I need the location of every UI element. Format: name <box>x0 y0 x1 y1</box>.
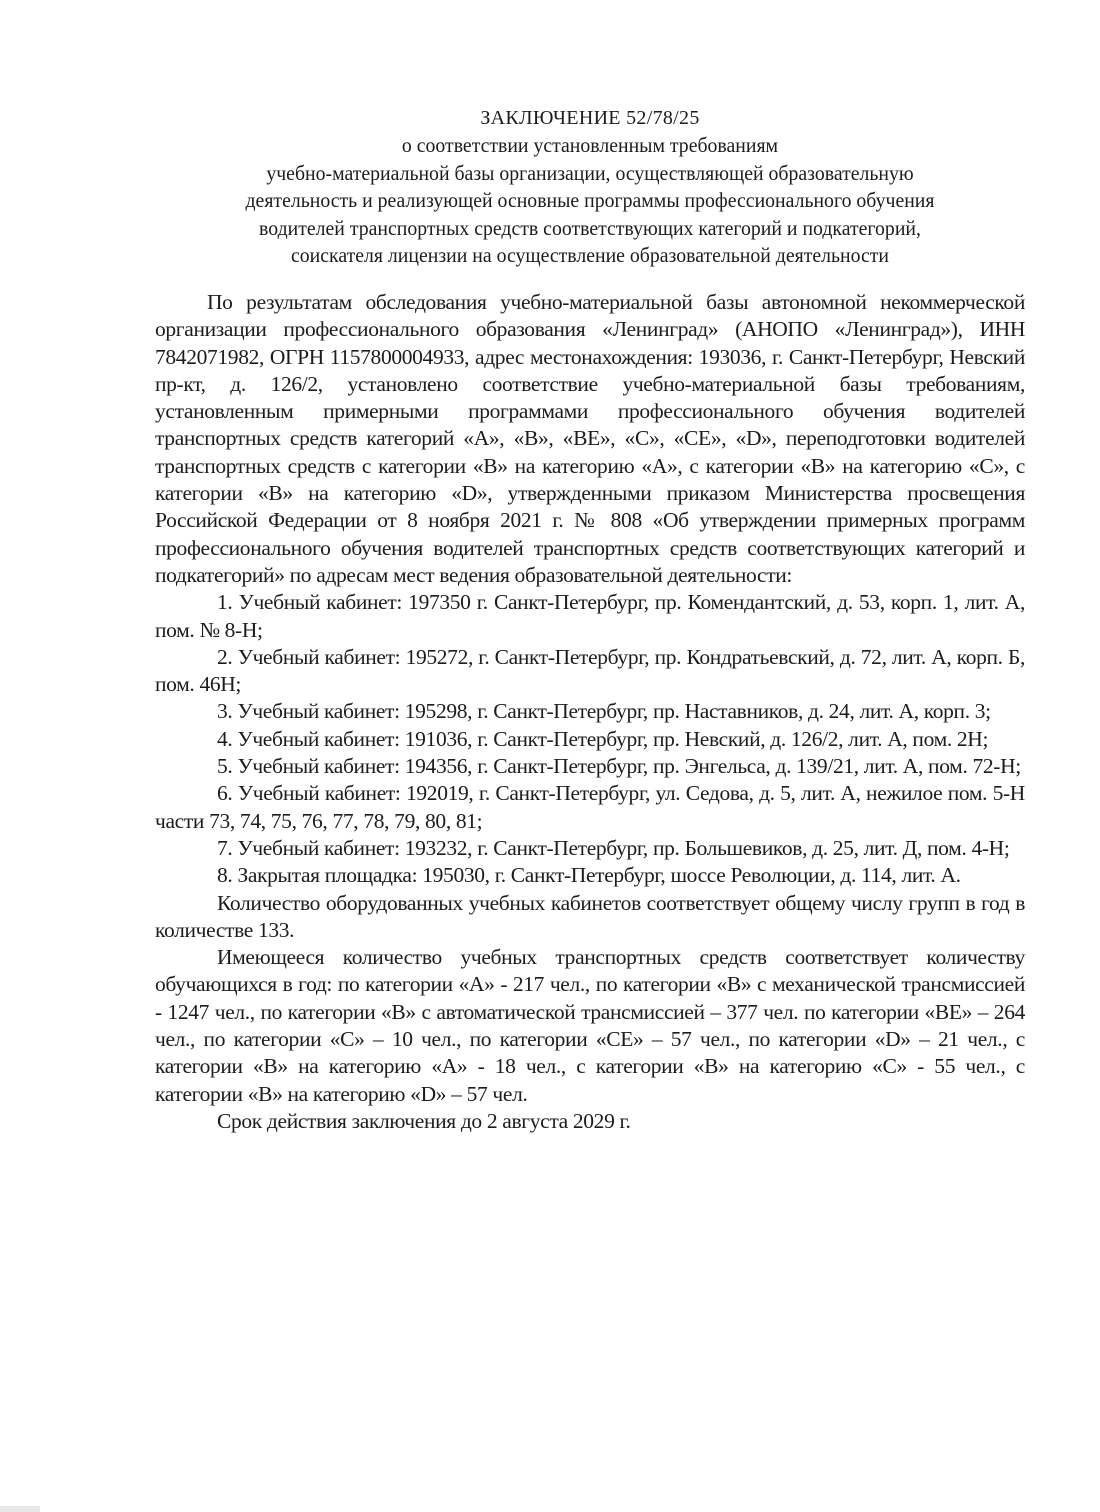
subtitle-line: о соответствии установленным требованиям <box>401 133 779 157</box>
address-item: 4. Учебный кабинет: 191036, г. Санкт-Петербург, пр. Невский, д. 126/2, лит. А, пом. 2Н; <box>217 726 989 751</box>
address-item: 7. Учебный кабинет: 193232, г. Санкт-Петербург, пр. Большевиков, д. 25, лит. Д, пом. 4-Н; <box>217 835 1010 860</box>
intro-paragraph: По результатам обследования учебно-материальной базы автономной некоммерческой организации профессионального образования «Ленинград» (АНОПО «Ленинград»), ИНН 7842071982, ОГРН 1157800004933, адрес местонахождения: 193036, г. Санкт-Петербург, Невский пр-кт, д. 126/2, установлено соответствие учебно-материальной базы требованиям, установленным примерными программами профессионального обучения водителей транспортных средств категорий «А», «В», «ВЕ», «С», «СЕ», «D», переподготовки водителей транспортных средств с категории «В» на категорию «А», с категории «В» на категорию «С», с категории «В» на категорию «D», утвержденными приказом Министерства просвещения Российской Федерации от 8 ноября 2021 г. № 808 «Об утверждении примерных программ профессионального обучения водителей транспортных средств соответствующих категорий и подкатегорий» по адресам мест ведения образовательной деятельности: <box>155 290 1025 587</box>
document-title: ЗАКЛЮЧЕНИЕ 52/78/25 <box>480 107 700 129</box>
subtitle-line: деятельность и реализующей основные программы профессионального обучения <box>245 188 935 212</box>
scan-artifact <box>0 1506 40 1512</box>
document-body <box>155 289 1025 1135</box>
validity-statement: Срок действия заключения до 2 августа 2029 г. <box>217 1108 631 1133</box>
classrooms-paragraph: Количество оборудованных учебных кабинетов соответствует общему числу групп в год в количестве 133. <box>155 890 1025 942</box>
address-list <box>155 589 1025 889</box>
vehicles-paragraph: Имеющееся количество учебных транспортных средств соответствует количеству обучающихся в год: по категории «А» - 217 чел., по категории «В» с механической трансмиссией - 1247 чел., по категории «В» с автоматической трансмиссией – 377 чел. по категории «ВЕ» – 264 чел., по категории «С» – 10 чел., по категории «СЕ» – 57 чел., по категории «D» – 21 чел., с категории «В» на категорию «А» - 18 чел., с категории «В» на категорию «С» - 55 чел., с категории «В» на категорию «D» – 57 чел. <box>155 945 1025 1106</box>
address-item: 6. Учебный кабинет: 192019, г. Санкт-Петербург, ул. Седова, д. 5, лит. А, нежилое пом. 5-Н части 73, 74, 75, 76, 77, 78, 79, 80, 81; <box>155 781 1025 833</box>
subtitle-line: учебно-материальной базы организации, осуществляющей образовательную <box>266 160 914 185</box>
address-item: 8. Закрытая площадка: 195030, г. Санкт-Петербург, шоссе Революции, д. 114, лит. А. <box>217 863 961 888</box>
document-header <box>150 104 1030 270</box>
address-item: 5. Учебный кабинет: 194356, г. Санкт-Петербург, пр. Энгельса, д. 139/21, лит. А, пом. 72-Н; <box>217 754 1021 779</box>
address-item: 1. Учебный кабинет: 197350 г. Санкт-Петербург, пр. Комендантский, д. 53, корп. 1, лит. А, пом. № 8-Н; <box>155 590 1025 642</box>
subtitle-line: водителей транспортных средств соответствующих категорий и подкатегорий, <box>259 215 921 240</box>
subtitle-line: соискателя лицензии на осуществление образовательной деятельности <box>290 243 890 267</box>
address-item: 3. Учебный кабинет: 195298, г. Санкт-Петербург, пр. Наставников, д. 24, лит. А, корп. 3; <box>217 699 991 724</box>
address-item: 2. Учебный кабинет: 195272, г. Санкт-Петербург, пр. Кондратьевский, д. 72, лит. А, корп. Б, пом. 46Н; <box>155 644 1025 697</box>
